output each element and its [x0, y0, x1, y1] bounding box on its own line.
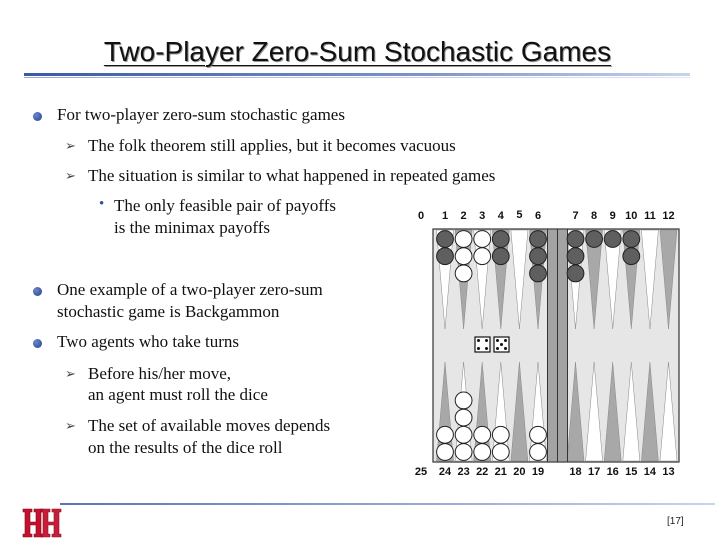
- bullet-1-sub-2-detail-line-1: The only feasible pair of payoffs: [114, 196, 337, 215]
- top-point-label: 8: [591, 210, 598, 222]
- bullet-1-sub-1: The folk theorem still applies, but it becomes vacuous: [88, 136, 456, 155]
- arrow-bullet-icon: ➢: [65, 169, 76, 184]
- bullet-2-line-2: stochastic game is Backgammon: [57, 302, 280, 321]
- bottom-point-label: 20: [513, 466, 526, 478]
- top-point-label: 1: [441, 210, 449, 222]
- bottom-point-label: 21: [494, 466, 507, 478]
- top-point-label: 5: [516, 209, 523, 221]
- bottom-point-label: 18: [569, 466, 582, 478]
- top-point-label: 9: [609, 210, 616, 222]
- bullet-3-sub-2-line-2: on the results of the dice roll: [88, 438, 283, 457]
- top-point-label: 0: [417, 210, 425, 222]
- bullet-1-sub-2: The situation is similar to what happened in repeated games: [88, 166, 496, 185]
- bullet-2-line-1: One example of a two-player zero-sum: [57, 280, 323, 299]
- bottom-point-label: 13: [662, 466, 675, 478]
- uh-logo-icon: [21, 506, 65, 540]
- bottom-point-label: 14: [643, 466, 657, 478]
- page-number: [17]: [667, 516, 684, 527]
- bullet-1-text: For two-player zero-sum stochastic games: [57, 105, 345, 124]
- dot-bullet-icon: •: [99, 196, 105, 212]
- bottom-point-label: 23: [457, 466, 470, 478]
- bottom-point-label: 25: [414, 466, 428, 478]
- bottom-point-label: 19: [531, 466, 545, 478]
- top-point-label: 11: [644, 210, 656, 222]
- top-point-label: 10: [625, 210, 638, 222]
- bottom-point-label: 24: [438, 466, 452, 478]
- bullet-disc-icon: [33, 112, 42, 121]
- top-point-label: 2: [460, 210, 467, 222]
- top-point-label: 3: [479, 210, 486, 222]
- top-point-label: 4: [497, 210, 504, 222]
- top-point-label: 7: [572, 210, 579, 222]
- arrow-bullet-icon: ➢: [65, 139, 76, 154]
- bullet-3-sub-1-line-2: an agent must roll the dice: [88, 385, 268, 404]
- bottom-point-label: 17: [587, 466, 601, 478]
- bullet-disc-icon: [33, 339, 42, 348]
- top-point-label: 12: [662, 210, 675, 222]
- bottom-point-label: 15: [625, 466, 638, 478]
- bottom-point-label: 22: [476, 466, 489, 478]
- bullet-1-sub-2-detail-line-2: is the minimax payoffs: [114, 218, 270, 237]
- bullet-3-sub-2-line-1: The set of available moves depends: [88, 416, 331, 435]
- bullet-3-text: Two agents who take turns: [57, 332, 239, 351]
- bullet-3-sub-1-line-1: Before his/her move,: [88, 364, 232, 383]
- footer-rule: [60, 503, 715, 505]
- bullet-disc-icon: [33, 287, 42, 296]
- arrow-bullet-icon: ➢: [65, 367, 76, 382]
- top-point-label: 6: [534, 210, 542, 222]
- slide-title: Two-Player Zero-Sum Stochastic Games: [103, 36, 612, 67]
- arrow-bullet-icon: ➢: [65, 419, 76, 434]
- bottom-point-label: 16: [606, 466, 619, 478]
